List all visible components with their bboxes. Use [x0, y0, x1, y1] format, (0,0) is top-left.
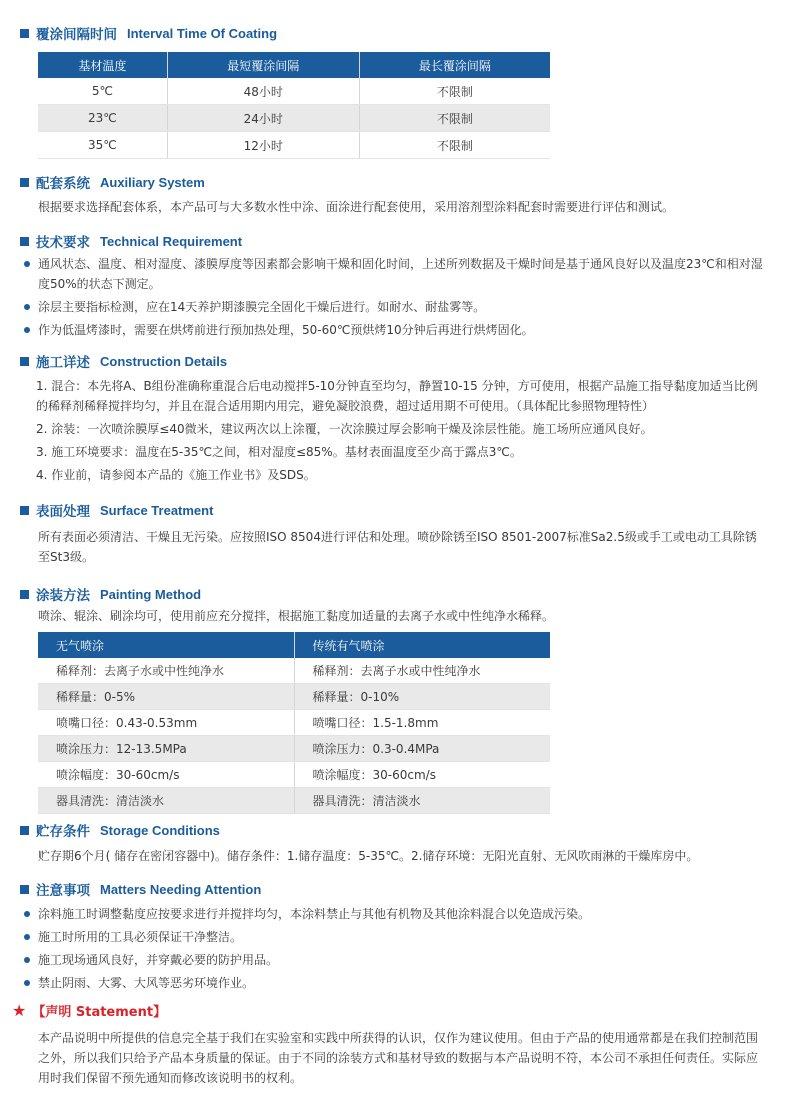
section-header-construction — [20, 352, 227, 370]
bullet-dot-icon — [24, 957, 30, 963]
table-cell: 稀释量：0-10% — [294, 684, 550, 710]
table-cell: 23℃ — [38, 105, 167, 132]
section-header-auxiliary — [20, 173, 205, 191]
section-header-matters — [20, 880, 261, 898]
bullet-dot-icon — [24, 327, 30, 333]
table-cell: 喷涂幅度：30-60cm/s — [38, 762, 294, 788]
bullet-dot-icon — [24, 980, 30, 986]
auxiliary-text: 根据要求选择配套体系，本产品可与大多数水性中涂、面涂进行配套使用，采用溶剂型涂料配套时需要进行评估和测试。 — [38, 200, 675, 214]
interval-table — [38, 52, 550, 159]
table-cell: 35℃ — [38, 132, 167, 159]
list-item — [22, 950, 767, 970]
list-item-text: 涂层主要指标检测，应在14天养护期漆膜完全固化干燥后进行。如耐水、耐盐雾等。 — [38, 300, 486, 314]
table-cell: 48小时 — [167, 78, 359, 105]
bullet-dot-icon — [24, 911, 30, 917]
section-title-cn: 涂装方法 — [36, 588, 90, 604]
table-row — [38, 736, 550, 762]
table-cell: 稀释剂：去离子水或中性纯净水 — [38, 658, 294, 684]
construction-list — [36, 376, 766, 488]
table-header: 无气喷涂 — [38, 632, 294, 658]
table-cell: 稀释剂：去离子水或中性纯净水 — [294, 658, 550, 684]
section-title-cn: 注意事项 — [36, 883, 90, 899]
table-cell: 不限制 — [359, 132, 550, 159]
list-item: 1. 混合：本先将A、B组份准确称重混合后电动搅拌5-10分钟直至均匀，静置10-15 分钟，方可使用，根据产品施工指导黏度加适当比例的稀释剂稀释搅拌均匀，并且在混合适用期内用完，避免凝胶浪费，超过适用期不可使用。（具体配比参照物理特性） — [36, 379, 758, 413]
section-header-technical — [20, 232, 242, 250]
table-row — [38, 762, 550, 788]
bullet-dot-icon — [24, 934, 30, 940]
section-title-en: Auxiliary System — [100, 174, 205, 190]
table-cell: 24小时 — [167, 105, 359, 132]
section-title-en: Interval Time Of Coating — [127, 25, 278, 41]
painting-table — [38, 632, 550, 814]
square-bullet-icon — [20, 178, 29, 187]
table-cell: 喷嘴口径：1.5-1.8mm — [294, 710, 550, 736]
list-item — [22, 320, 767, 340]
table-cell: 喷涂压力：12-13.5MPa — [38, 736, 294, 762]
list-item-text: 施工时所用的工具必须保证干净整洁。 — [38, 930, 243, 944]
section-header-storage — [20, 821, 220, 839]
square-bullet-icon — [20, 885, 29, 894]
table-cell: 不限制 — [359, 105, 550, 132]
list-item: 3. 施工环境要求：温度在5-35℃之间，相对湿度≤85%。基材表面温度至少高于露点3℃。 — [36, 445, 522, 459]
list-item — [22, 904, 767, 924]
storage-text: 贮存期6个月( 储存在密闭容器中)。储存条件：1.储存温度：5-35℃。2.储存环境：无阳光直射、无风吹雨淋的干燥库房中。 — [38, 849, 699, 863]
section-title-cn: 贮存条件 — [36, 824, 90, 840]
table-cell: 喷嘴口径：0.43-0.53mm — [38, 710, 294, 736]
bullet-dot-icon — [24, 304, 30, 310]
list-item — [22, 254, 767, 294]
square-bullet-icon — [20, 29, 29, 38]
section-header-surface — [20, 501, 213, 519]
section-title-en: Construction Details — [100, 353, 228, 369]
table-header: 传统有气喷涂 — [294, 632, 550, 658]
technical-list — [22, 254, 767, 343]
square-bullet-icon — [20, 237, 29, 246]
surface-text: 所有表面必须清洁、干燥且无污染。应按照ISO 8504进行评估和处理。喷砂除锈至ISO 8501-2007标准Sa2.5级或手工或电动工具除锈至St3级。 — [38, 530, 757, 564]
statement-text: 本产品说明中所提供的信息完全基于我们在实验室和实践中所获得的认识，仅作为建议使用。但由于产品的使用通常都是在我们控制范围之外，所以我们只给予产品本身质量的保证。由于不同的涂装方式和基材导致的数据与本产品说明不符，本公司不承担任何责任。实际应用时我们保留不预先通知而修改该说明书的权利。 — [38, 1031, 759, 1085]
statement-title: 【声明 Statement】 — [32, 1005, 167, 1020]
square-bullet-icon — [20, 506, 29, 515]
list-item-text: 作为低温烤漆时，需要在烘烤前进行预加热处理，50-60℃预烘烤10分钟后再进行烘烤固化。 — [38, 323, 534, 337]
list-item: 4. 作业前，请参阅本产品的《施工作业书》及SDS。 — [36, 468, 316, 482]
square-bullet-icon — [20, 357, 29, 366]
table-row — [38, 788, 550, 814]
table-row — [38, 684, 550, 710]
matters-list — [22, 904, 767, 996]
bullet-dot-icon — [24, 261, 30, 267]
square-bullet-icon — [20, 826, 29, 835]
statement-header — [12, 1001, 166, 1020]
table-cell: 器具清洗：清洁淡水 — [294, 788, 550, 814]
list-item-text: 涂料施工时调整黏度应按要求进行并搅拌均匀，本涂料禁止与其他有机物及其他涂料混合以免造成污染。 — [38, 907, 591, 921]
list-item-text: 施工现场通风良好，并穿戴必要的防护用品。 — [38, 953, 279, 967]
section-title-en: Technical Requirement — [100, 233, 243, 249]
section-title-en: Painting Method — [100, 586, 202, 602]
list-item — [22, 927, 767, 947]
list-item — [22, 297, 767, 317]
square-bullet-icon — [20, 590, 29, 599]
table-row — [38, 658, 550, 684]
section-title-en: Surface Treatment — [100, 502, 214, 518]
section-title-en: Storage Conditions — [100, 822, 220, 838]
table-row — [38, 78, 550, 105]
section-title-cn: 表面处理 — [36, 504, 90, 520]
table-header: 最长覆涂间隔 — [359, 52, 550, 78]
section-title-cn: 配套系统 — [36, 176, 90, 192]
painting-text: 喷涂、辊涂、刷涂均可，使用前应充分搅拌，根据施工黏度加适量的去离子水或中性纯净水稀释。 — [38, 609, 555, 623]
table-row — [38, 710, 550, 736]
section-title-cn: 覆涂间隔时间 — [36, 27, 117, 43]
list-item: 2. 涂装：一次喷涂膜厚≤40微米，建议两次以上涂覆，一次涂膜过厚会影响干燥及涂层性能。施工场所应通风良好。 — [36, 422, 653, 436]
table-cell: 稀释量：0-5% — [38, 684, 294, 710]
table-row — [38, 105, 550, 132]
table-cell: 12小时 — [167, 132, 359, 159]
list-item-text: 通风状态、温度、相对湿度、漆膜厚度等因素都会影响干燥和固化时间，上述所列数据及干燥时间是基于通风良好以及温度23℃和相对湿度50%的状态下测定。 — [38, 257, 763, 291]
table-header: 最短覆涂间隔 — [167, 52, 359, 78]
list-item-text: 禁止阴雨、大雾、大风等恶劣环境作业。 — [38, 976, 255, 990]
table-cell: 5℃ — [38, 78, 167, 105]
section-title-cn: 技术要求 — [36, 235, 90, 251]
table-cell: 喷涂压力：0.3-0.4MPa — [294, 736, 550, 762]
star-icon: ★ — [12, 1001, 27, 1020]
table-header: 基材温度 — [38, 52, 167, 78]
section-title-cn: 施工详述 — [36, 355, 90, 371]
table-cell: 喷涂幅度：30-60cm/s — [294, 762, 550, 788]
table-cell: 不限制 — [359, 78, 550, 105]
section-title-en: Matters Needing Attention — [100, 881, 262, 897]
section-header-painting — [20, 585, 201, 603]
table-cell: 器具清洗：清洁淡水 — [38, 788, 294, 814]
list-item — [22, 973, 767, 993]
section-header-interval — [20, 24, 277, 42]
table-row — [38, 132, 550, 159]
